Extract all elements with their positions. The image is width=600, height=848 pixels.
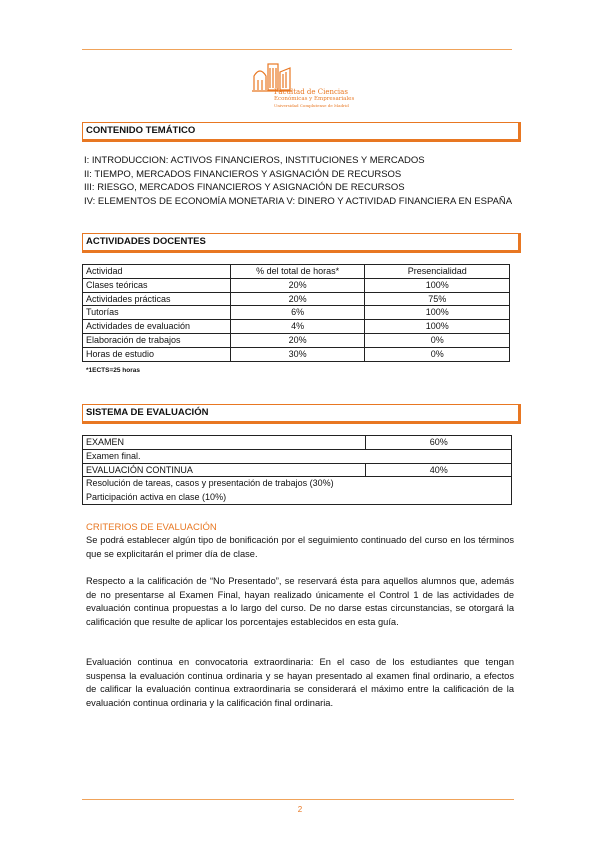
list-item: III: RIESGO, MERCADOS FINANCIEROS Y ASIGNACIÓN DE RECURSOS xyxy=(84,182,405,193)
table-row xyxy=(83,347,510,361)
continua-detail-line: Participación activa en clase (10%) xyxy=(86,491,227,502)
column-header: Actividad xyxy=(83,265,231,279)
continua-value: 40% xyxy=(366,463,512,477)
column-header: % del total de horas* xyxy=(230,265,365,279)
column-header: Presencialidad xyxy=(365,265,510,279)
table-cell: Clases teóricas xyxy=(83,278,231,292)
criterios-paragraph-3: Evaluación continua en convocatoria extraordinaria: En el caso de los estudiantes que tengan suspensa la evaluación continua ordinaria y se hayan presentado al examen final ordinario, a efectos de calificar la evaluación continua extraordinaria se considerará el máximo entre la calificación de la evaluación continua ordinaria y la calificación final ordinaria. xyxy=(86,657,514,708)
table-row xyxy=(83,306,510,320)
examen-label: EXAMEN xyxy=(83,436,366,450)
table-row xyxy=(83,292,510,306)
examen-value: 60% xyxy=(366,436,512,450)
logo-title: Facultad de Ciencias xyxy=(274,88,348,96)
table-cell: 6% xyxy=(230,306,365,320)
contenido-list xyxy=(84,154,512,208)
table-cell: 75% xyxy=(365,292,510,306)
table-cell: 0% xyxy=(365,347,510,361)
table-cell: 30% xyxy=(230,347,365,361)
faculty-logo xyxy=(252,58,355,116)
table-header-row xyxy=(83,265,510,279)
criterios-title: CRITERIOS DE EVALUACIÓN xyxy=(86,522,217,533)
list-item: IV: ELEMENTOS DE ECONOMÍA MONETARIA V: DINERO Y ACTIVIDAD FINANCIERA EN ESPAÑA xyxy=(84,195,513,207)
evaluacion-section-title: SISTEMA DE EVALUACIÓN xyxy=(82,404,521,424)
page-number: 2 xyxy=(297,805,303,814)
actividades-table xyxy=(82,264,510,362)
evaluacion-table xyxy=(82,435,512,505)
footer-rule xyxy=(82,799,514,800)
table-cell: 100% xyxy=(365,320,510,334)
table-cell: 20% xyxy=(230,333,365,347)
header-rule xyxy=(82,49,512,50)
ects-note: *1ECTS=25 horas xyxy=(86,367,141,374)
table-cell: Elaboración de trabajos xyxy=(83,333,231,347)
criterios-paragraph-2: Respecto a la calificación de “No Presentado”, se reservará ésta para aquellos alumnos que, además de no presentarse al Examen Final, hayan realizado únicamente el Control 1 de las actividades de evaluación continua propuestas a lo largo del curso. De no darse estas circunstancias, se otorgará la calificación que resulte de aplicar los porcentajes establecidos en esta guía. xyxy=(86,576,514,627)
table-cell: 20% xyxy=(230,278,365,292)
continua-detail-line: Resolución de tareas, casos y presentación de trabajos (30%) xyxy=(86,478,334,489)
continua-detail xyxy=(83,477,512,505)
list-item: II: TIEMPO, MERCADOS FINANCIEROS Y ASIGNACIÓN DE RECURSOS xyxy=(84,168,402,180)
contenido-section-title: CONTENIDO TEMÁTICO xyxy=(82,122,521,142)
actividades-section-title: ACTIVIDADES DOCENTES xyxy=(82,233,521,253)
table-cell: 0% xyxy=(365,333,510,347)
list-item: I: INTRODUCCION: ACTIVOS FINANCIEROS, INSTITUCIONES Y MERCADOS xyxy=(84,155,425,166)
table-cell: 100% xyxy=(365,278,510,292)
continua-label: EVALUACIÓN CONTINUA xyxy=(83,463,366,477)
table-cell: Tutorías xyxy=(83,306,231,320)
table-cell: 100% xyxy=(365,306,510,320)
table-cell: Horas de estudio xyxy=(83,347,231,361)
table-row xyxy=(83,320,510,334)
examen-final: Examen final. xyxy=(83,449,512,463)
table-cell: Actividades de evaluación xyxy=(83,320,231,334)
table-row xyxy=(83,436,512,450)
table-row xyxy=(83,333,510,347)
table-row xyxy=(83,449,512,463)
table-row xyxy=(83,463,512,477)
table-row xyxy=(83,477,512,505)
criterios-paragraph-1: Se podrá establecer algún tipo de bonificación por el seguimiento continuado del curso en los términos que se explicitarán el primer día de clase. xyxy=(86,535,514,559)
table-cell: 4% xyxy=(230,320,365,334)
logo-subtitle: Económicas y Empresariales xyxy=(274,96,355,102)
table-row xyxy=(83,278,510,292)
logo-university: Universidad Complutense de Madrid xyxy=(274,103,349,108)
table-cell: 20% xyxy=(230,292,365,306)
table-cell: Actividades prácticas xyxy=(83,292,231,306)
